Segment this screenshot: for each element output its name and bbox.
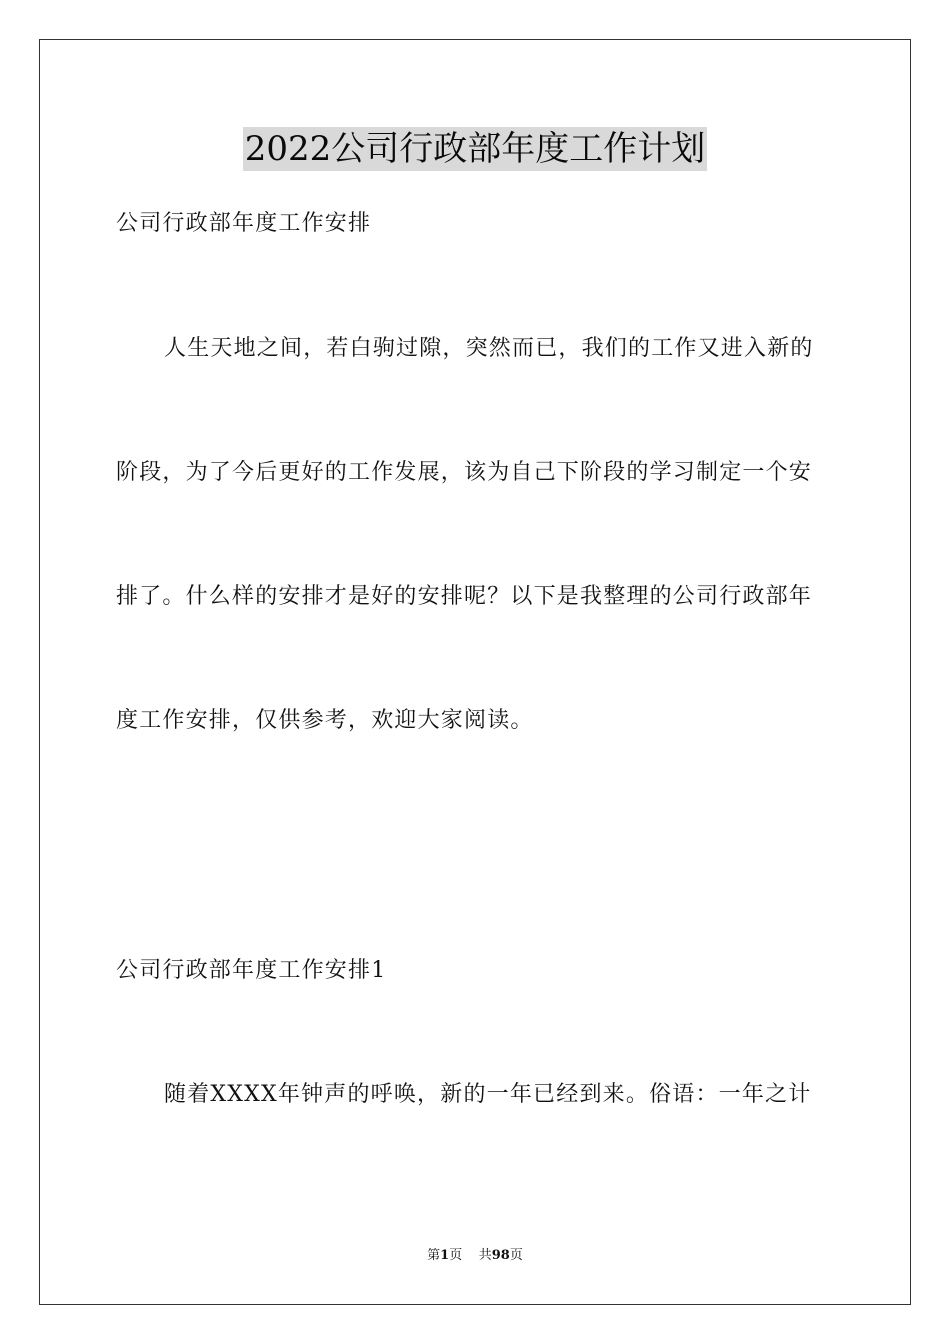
document-subtitle: 公司行政部年度工作安排: [116, 211, 372, 236]
paragraph-line: 排了。什么样的安排才是好的安排呢？以下是我整理的公司行政部年: [116, 584, 813, 609]
page-suffix: 页: [449, 1248, 463, 1263]
total-pages: 98: [491, 1248, 510, 1263]
paragraph-line: 阶段，为了今后更好的工作发展，该为自己下阶段的学习制定一个安: [116, 460, 813, 485]
paragraph-line: 度工作安排，仅供参考，欢迎大家阅读。: [116, 708, 534, 733]
paragraph-line: 随着XXXX年钟声的呼唤，新的一年已经到来。俗语：一年之计: [164, 1082, 812, 1107]
page-footer: [0, 1248, 950, 1264]
page-prefix: 第: [427, 1248, 441, 1263]
page-number: 1: [440, 1248, 450, 1263]
title-container: [0, 127, 950, 171]
paragraph-line: 人生天地之间，若白驹过隙，突然而已，我们的工作又进入新的: [164, 336, 814, 361]
total-prefix: 共: [478, 1248, 492, 1263]
section-heading: 公司行政部年度工作安排1: [116, 958, 387, 983]
total-suffix: 页: [509, 1248, 523, 1263]
document-title: 2022公司行政部年度工作计划: [244, 129, 706, 169]
